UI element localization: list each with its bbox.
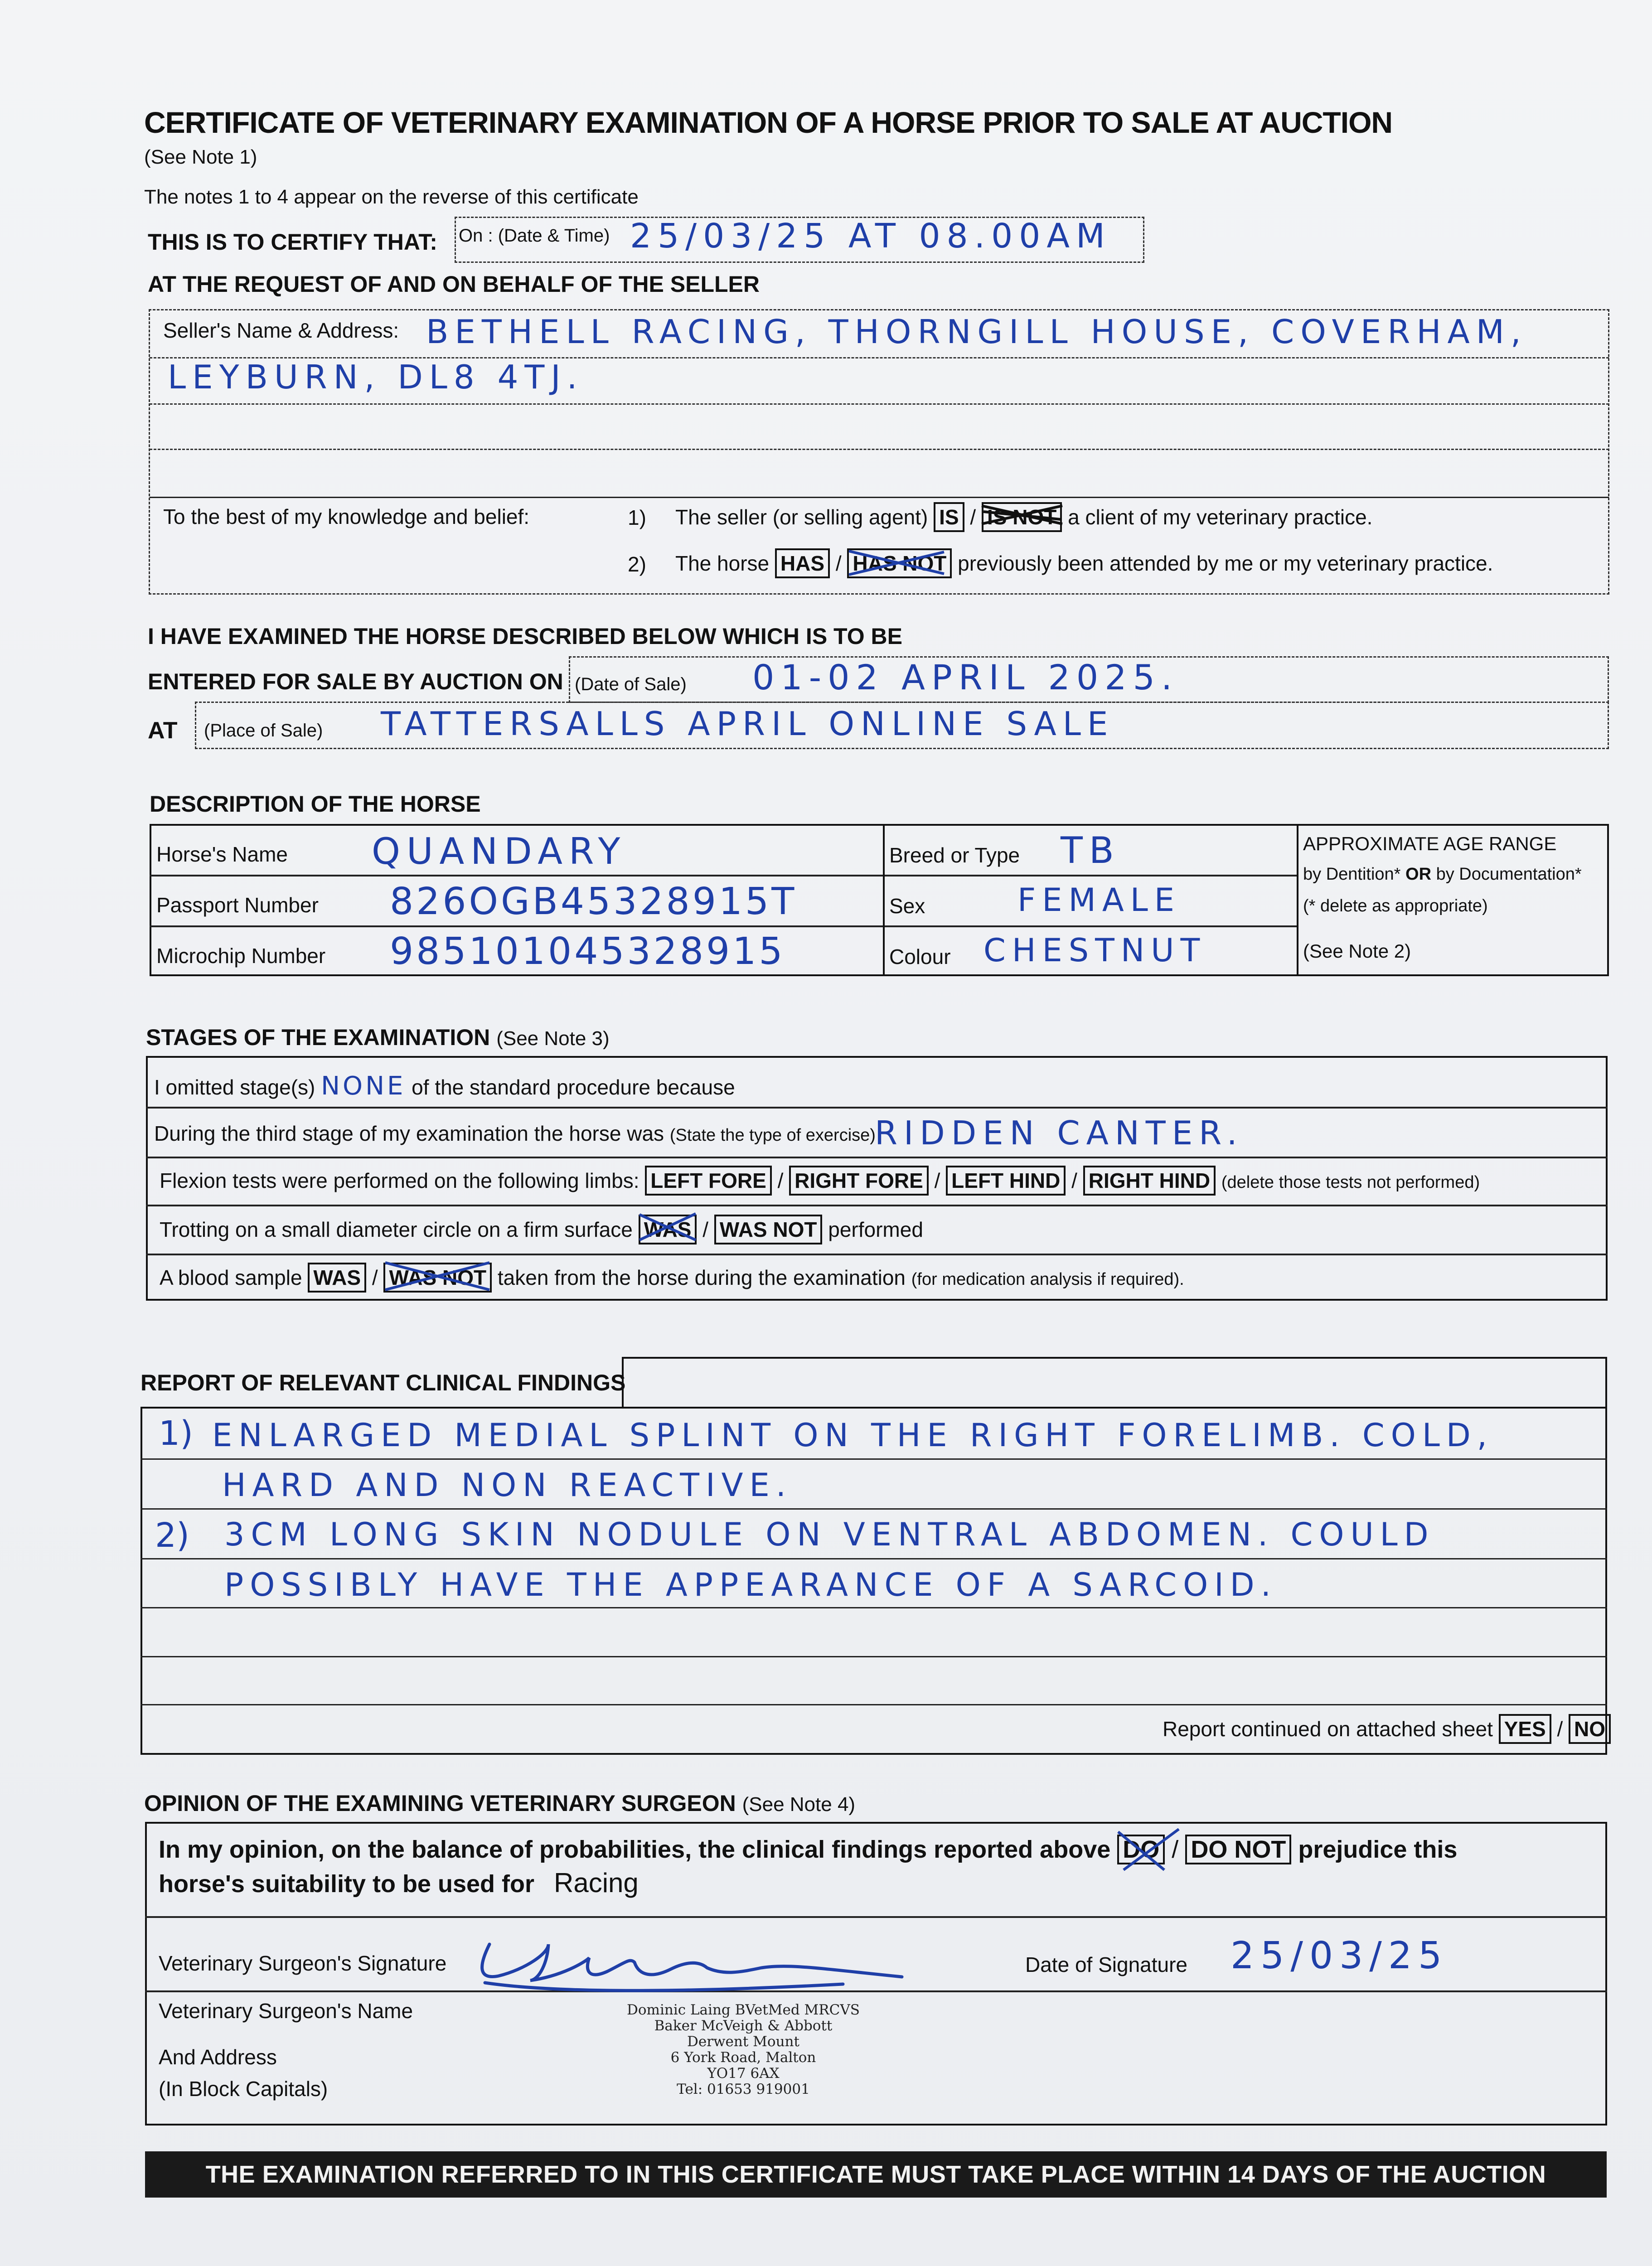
trot-was-struck[interactable] [639, 1215, 697, 1244]
place-of-sale-value: TATTERSALLS APRIL ONLINE SALE [381, 705, 1114, 743]
date-of-signature-value: 25/03/25 [1231, 1934, 1449, 1977]
attended-statement-pre: The horse [675, 552, 770, 575]
stages-heading-text: STAGES OF THE EXAMINATION [146, 1025, 490, 1050]
opinion-heading-text: OPINION OF THE EXAMINING VETERINARY SURGEON [144, 1791, 736, 1816]
opinion-sentence [159, 1835, 1457, 1864]
limb-right-fore[interactable]: RIGHT FORE [789, 1166, 929, 1196]
seller-address-line2: LEYBURN, DL8 4TJ. [168, 358, 584, 396]
opinion-do-not[interactable]: DO NOT [1185, 1835, 1291, 1864]
stamp-line-1: Dominic Laing BVetMed MRCVS [627, 2002, 860, 2018]
client-statement-pre: The seller (or selling agent) [675, 505, 928, 529]
on-date-time-value: 25/03/25 AT 08.00AM [630, 217, 1111, 256]
separator: / [1172, 1836, 1179, 1863]
finding-line-3: 3CM LONG SKIN NODULE ON VENTRAL ABDOMEN. COULD [224, 1516, 1435, 1553]
report-continued-row [1163, 1714, 1611, 1744]
omitted-value: NONE [321, 1071, 406, 1101]
trotting-pre: Trotting on a small diameter circle on a firm surface [160, 1218, 633, 1241]
at-label: AT [148, 717, 178, 744]
divider [140, 1508, 1607, 1510]
divider [145, 1916, 1607, 1918]
option-is-not-struck[interactable] [982, 502, 1062, 532]
place-of-sale-label: (Place of Sale) [204, 721, 323, 741]
finding-1-number: 1) [159, 1414, 193, 1453]
see-note-1: (See Note 1) [144, 146, 257, 168]
option-has-not-struck[interactable] [847, 548, 952, 578]
description-heading: DESCRIPTION OF THE HORSE [150, 791, 481, 817]
stamp-line-4: 6 York Road, Malton [670, 2049, 816, 2066]
footer-banner: THE EXAMINATION REFERRED TO IN THIS CERTIFICATE MUST TAKE PLACE WITHIN 14 DAYS OF THE AUCTION [145, 2151, 1607, 2198]
request-label: AT THE REQUEST OF AND ON BEHALF OF THE SELLER [148, 271, 760, 297]
stamp-line-2: Baker McVeigh & Abbott [654, 2018, 833, 2034]
separator: / [1557, 1717, 1563, 1741]
divider [146, 1157, 1608, 1158]
report-heading-box [622, 1357, 1607, 1409]
cross-out-icon [844, 542, 949, 583]
limb-left-fore[interactable]: LEFT FORE [645, 1166, 772, 1196]
omitted-post: of the standard procedure because [412, 1075, 735, 1099]
third-stage-value: RIDDEN CANTER. [875, 1114, 1244, 1152]
report-continued-label: Report continued on attached sheet [1163, 1717, 1493, 1741]
divider [150, 449, 1609, 450]
opinion-text-3: horse's suitability to be used for [159, 1870, 534, 1898]
colour-value: CHESTNUT [983, 932, 1206, 969]
surgeon-name-label: Veterinary Surgeon's Name [159, 1999, 413, 2023]
option-is-not: IS NOT [982, 502, 1062, 532]
divider [146, 1107, 1608, 1109]
finding-line-2: HARD AND NON REACTIVE. [222, 1467, 792, 1504]
separator: / [777, 1169, 784, 1192]
opinion-text-2: prejudice this [1298, 1836, 1458, 1863]
date-of-sale-value: 01-02 APRIL 2025. [752, 657, 1179, 697]
divider [140, 1458, 1607, 1460]
separator: / [372, 1266, 378, 1289]
option-is[interactable]: IS [934, 502, 964, 532]
examined-heading: I HAVE EXAMINED THE HORSE DESCRIBED BELOW WHICH IS TO BE [148, 624, 902, 649]
cross-out-icon [1114, 1828, 1182, 1874]
blood-note: (for medication analysis if required). [911, 1270, 1184, 1289]
cross-out-icon [979, 496, 1065, 537]
divider [150, 497, 1609, 498]
flexion-note: (delete those tests not performed) [1221, 1173, 1480, 1192]
belief-label: To the best of my knowledge and belief: [163, 505, 530, 528]
page-title: CERTIFICATE OF VETERINARY EXAMINATION OF A HORSE PRIOR TO SALE AT AUCTION [144, 106, 1393, 139]
age-by-documentation: by Documentation* [1436, 865, 1582, 884]
divider [146, 1205, 1608, 1206]
option-has-not: HAS NOT [847, 548, 952, 578]
seller-name-label: Seller's Name & Address: [163, 319, 399, 342]
continued-yes[interactable]: YES [1499, 1714, 1551, 1744]
colour-label: Colour [889, 945, 951, 968]
blood-was-not: WAS NOT [383, 1263, 492, 1293]
divider [883, 824, 885, 976]
on-date-time-label: On : (Date & Time) [459, 226, 610, 246]
finding-line-4: POSSIBLY HAVE THE APPEARANCE OF A SARCOID. [224, 1566, 1277, 1603]
age-range-title: APPROXIMATE AGE RANGE [1303, 833, 1557, 854]
trot-was: WAS [639, 1215, 697, 1244]
signature-label: Veterinary Surgeon's Signature [159, 1951, 447, 1975]
sex-value: FEMALE [1017, 881, 1181, 919]
stamp-line-5: YO17 6AX [707, 2065, 780, 2082]
surgeon-address-label: And Address [159, 2045, 277, 2069]
age-range-method [1303, 865, 1582, 884]
cross-out-icon [381, 1256, 494, 1297]
blood-post: taken from the horse during the examination [497, 1266, 906, 1289]
age-or: OR [1405, 865, 1432, 884]
divider [150, 925, 1298, 927]
cross-out-icon [636, 1208, 699, 1249]
seller-address-line1: BETHELL RACING, THORNGILL HOUSE, COVERHAM, [426, 313, 1527, 351]
attended-statement-post: previously been attended by me or my veterinary practice. [958, 552, 1493, 575]
stamp-line-3: Derwent Mount [687, 2034, 799, 2050]
trotting-post: performed [828, 1218, 923, 1241]
separator: / [835, 552, 842, 575]
age-by-dentition: by Dentition* [1303, 865, 1401, 884]
signature-icon [471, 1926, 916, 1999]
breed-value: TB [1061, 829, 1120, 872]
blood-sample-row [160, 1263, 1184, 1293]
opinion-suitability [159, 1867, 639, 1898]
date-of-sale-label: (Date of Sale) [575, 674, 687, 694]
separator: / [1071, 1169, 1077, 1192]
blood-was[interactable]: WAS [308, 1263, 366, 1293]
trotting-row [160, 1215, 923, 1244]
blood-was-not-struck[interactable] [383, 1263, 492, 1293]
sex-label: Sex [889, 894, 925, 918]
opinion-do-struck[interactable] [1117, 1835, 1165, 1864]
separator: / [970, 505, 976, 529]
third-stage-note: (State the type of exercise) [669, 1126, 876, 1145]
breed-label: Breed or Type [889, 843, 1020, 867]
opinion-do: DO [1117, 1835, 1165, 1864]
divider [150, 875, 1298, 876]
block-capitals-label: (In Block Capitals) [159, 2077, 328, 2101]
flexion-row [160, 1166, 1480, 1196]
date-of-signature-label: Date of Signature [1025, 1953, 1188, 1976]
opinion-heading [144, 1790, 855, 1816]
item-1-number: 1) [628, 506, 646, 529]
continued-no[interactable]: NO [1569, 1714, 1611, 1744]
limb-right-hind[interactable]: RIGHT HIND [1083, 1166, 1216, 1196]
passport-value: 826OGB45328915T [390, 880, 797, 923]
separator: / [702, 1218, 709, 1241]
separator: / [934, 1169, 940, 1192]
divider [140, 1656, 1607, 1657]
item-2-number: 2) [628, 552, 646, 576]
client-statement-post: a client of my veterinary practice. [1068, 505, 1373, 529]
trot-was-not[interactable]: WAS NOT [714, 1215, 823, 1244]
horse-name-label: Horse's Name [156, 842, 288, 866]
divider [140, 1607, 1607, 1608]
opinion-text-1: In my opinion, on the balance of probabilities, the clinical findings reported above [159, 1836, 1111, 1863]
client-statement [675, 502, 1372, 532]
stamp-line-6: Tel: 01653 919001 [677, 2081, 810, 2097]
divider [146, 1254, 1608, 1255]
certify-label: THIS IS TO CERTIFY THAT: [148, 229, 437, 255]
age-see-note: (See Note 2) [1303, 940, 1411, 962]
divider [150, 403, 1609, 405]
third-stage-row [154, 1121, 876, 1146]
finding-line-1: ENLARGED MEDIAL SPLINT ON THE RIGHT FORELIMB. COLD, [212, 1417, 1493, 1454]
report-heading: REPORT OF RELEVANT CLINICAL FINDINGS [140, 1370, 626, 1395]
divider [140, 1704, 1607, 1705]
microchip-label: Microchip Number [156, 944, 326, 968]
intended-use-value: Racing [554, 1868, 639, 1898]
stages-heading-note: (See Note 3) [496, 1027, 610, 1050]
notes-line: The notes 1 to 4 appear on the reverse of this certificate [144, 186, 639, 208]
stages-heading [146, 1024, 610, 1051]
divider [1297, 824, 1298, 976]
flexion-pre: Flexion tests were performed on the following limbs: [160, 1169, 639, 1192]
omitted-stages-row [154, 1071, 735, 1101]
opinion-heading-note: (See Note 4) [742, 1793, 856, 1816]
auction-heading: ENTERED FOR SALE BY AUCTION ON [148, 669, 563, 694]
finding-2-number: 2) [155, 1516, 189, 1555]
microchip-value: 985101045328915 [390, 930, 785, 973]
option-has[interactable]: HAS [775, 548, 830, 578]
blood-pre: A blood sample [160, 1266, 302, 1289]
third-stage-pre: During the third stage of my examination the horse was [154, 1122, 664, 1145]
age-delete-note: (* delete as appropriate) [1303, 896, 1488, 915]
horse-name-value: QUANDARY [372, 830, 627, 872]
passport-label: Passport Number [156, 893, 319, 917]
practice-stamp [603, 2002, 884, 2097]
omitted-pre: I omitted stage(s) [154, 1075, 315, 1099]
divider [140, 1558, 1607, 1559]
limb-left-hind[interactable]: LEFT HIND [946, 1166, 1066, 1196]
attended-statement [675, 548, 1493, 578]
